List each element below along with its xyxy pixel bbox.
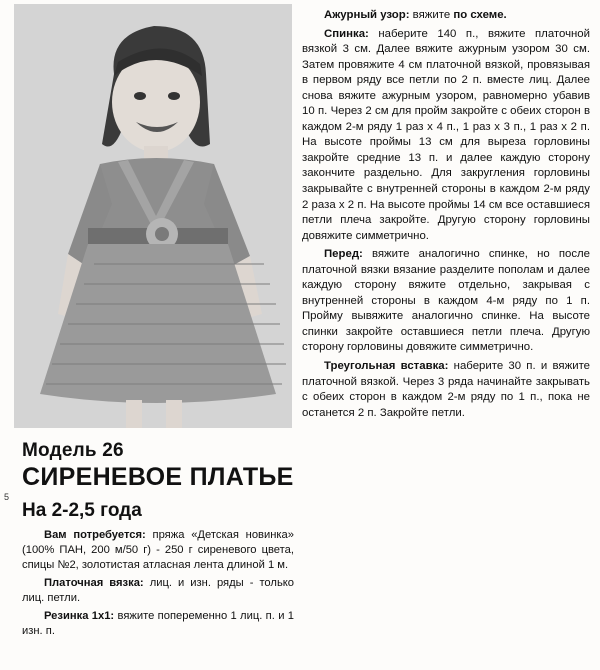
lace-scheme: по схеме. — [453, 9, 507, 21]
materials-label: Вам потребуется: — [44, 529, 146, 541]
model-number: Модель 26 — [22, 440, 124, 461]
rib-text: вяжите попеременно 1 лиц. п. и 1 изн. п. — [22, 610, 294, 637]
lace-paragraph — [302, 8, 590, 24]
gusset-paragraph — [302, 359, 590, 421]
plain-knit-paragraph — [22, 576, 294, 606]
back-paragraph — [302, 27, 590, 245]
girl-in-dress-photo — [14, 4, 292, 428]
lace-label: Ажурный узор: — [324, 9, 410, 21]
materials-paragraph — [22, 528, 294, 573]
gusset-label: Треугольная вставка: — [324, 360, 449, 373]
front-label: Перед: — [324, 248, 363, 261]
back-label: Спинка: — [324, 27, 369, 40]
pattern-title: СИРЕНЕВОЕ ПЛАТЬЕ — [22, 463, 294, 491]
front-text: вяжите аналогично спинке, но после платочной вязки вязание разделите пополам и далее каждую сторону вяжите отдельно, закрывая с внутренней стороны в каждом 4-м ряду по 1 п. Пройму вывяжите аналогично спинке. На высоте спинки закройте оставшиеся петли плеча. Другую сторону горловины довяжите симметрично. — [302, 248, 590, 354]
plain-knit-text: лиц. и изн. ряды - только лиц. петли. — [22, 577, 295, 604]
plain-knit-label: Платочная вязка: — [44, 577, 144, 589]
back-text: наберите 140 п., вяжите платочной вязкой 3 см. Далее вяжите ажурным узором 30 см. Затем провяжите 4 см платочной вязкой, провязывая в первом ряду все петли по 2 п. вместе лиц. Далее снова вяжите ажурным узором, равномерно убавив 10 п. Через 2 см для пройм закройте с обеих сторон в каждом 2-м ряду 1 раз х 4 п., 1 раз х 3 п., 1 раз х 2 п. На высоте проймы 13 см для выреза горловины закройте средние 13 п. и далее каждую сторону закончите раздельно. Для закругления горловины закрывайте с внутренней стороны в каждом 2-м ряду 2 раза х 2 п. На высоте проймы 14 см все оставшиеся петли плеча закройте. Другую сторону горловины довяжите симметрично. — [302, 27, 590, 242]
rib-paragraph — [22, 609, 294, 639]
instructions-column — [302, 8, 590, 424]
lace-text: вяжите — [412, 9, 451, 21]
size-range: На 2-2,5 года — [22, 500, 142, 521]
product-photo — [14, 4, 292, 428]
gusset-text: наберите 30 п. и вяжите платочной вязкой. Через 3 ряда начинайте закрывать с обеих сторон в каждом 2-м ряду по 1 п., пока не останется 2 п. Закройте петли. — [302, 360, 590, 419]
front-paragraph — [302, 247, 590, 356]
materials-column — [22, 528, 294, 642]
page-mark: 5 — [4, 492, 10, 502]
rib-label: Резинка 1х1: — [44, 610, 115, 622]
materials-text: пряжа «Детская новинка» (100% ПАН, 200 м/50 г) - 250 г сиреневого цвета, спицы №2, золотистая атласная лента длиной 1 м. — [22, 529, 294, 571]
